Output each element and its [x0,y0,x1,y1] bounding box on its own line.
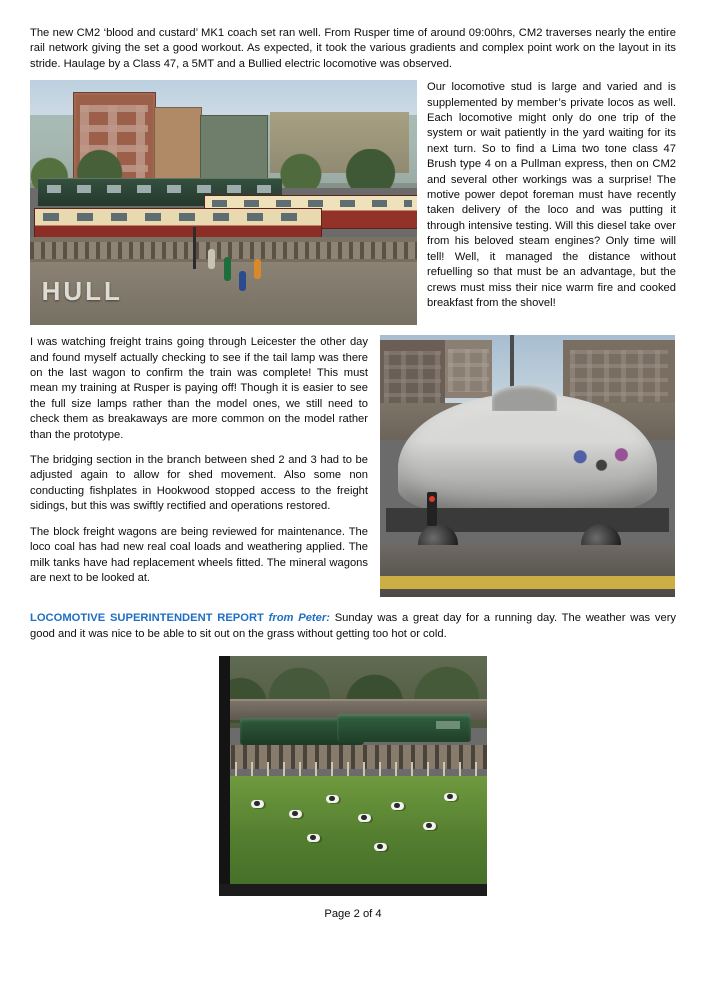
photo3-cow [444,793,457,801]
photo1-figure [224,257,231,281]
photo3-cow [307,834,320,842]
photo3-cow [423,822,436,830]
photo1-track [30,242,417,259]
report-body-text: Sunday was a great day for a running day. The weather was very good and it was nice to be able to sit out on the grass without getting too hot or cold. [30,612,677,640]
photo2-building [445,340,492,398]
photo3-cow [391,802,404,810]
freight-watching-paragraph: I was watching freight trains going through Leicester the other day and found myself actually checking to see if the tail lamp was there on the last wagon to confirm the train was complete! This must mean my training at Rusper is paying off! Though it is easier to see the full size lamps rather than the model ones, we still need to check them as breakaways are more common on the model rather than the prototype. [30,336,368,441]
bridging-paragraph: The bridging section in the branch between shed 2 and 3 had to be adjusted again to allow for shed movement. Also some non conducting fishplates in Hookwood stopped access to the freight sidings, but this was swiftly rectified and operations restored. [30,454,368,513]
photo-tank-wagon [380,335,675,597]
page-footer: Page 2 of 4 [324,908,382,921]
photo2-graffiti [566,440,637,482]
photo1-signal-post [193,227,196,269]
block-freight-paragraph: The block freight wagons are being reviewed for maintenance. The loco coal has had new real coal loads and weathering applied. The milk tanks have had replacement wheels fitted. The mineral wagons are next to be looked at. [30,525,368,584]
photo3-cow [374,843,387,851]
photo3-cow [289,810,302,818]
right-text-column [427,80,676,311]
left-text-column [30,335,368,596]
photo3-cow [251,800,264,808]
photo2-yellow-line [380,576,675,589]
report-heading-author: from Peter: [268,612,330,625]
photo2-wagon-hatch [492,385,557,411]
photo-model-station [30,80,417,325]
photo2-signal-lamp [427,492,437,526]
photo2-building [563,340,675,408]
content-block-middle [30,335,676,597]
report-heading-title: LOCOMOTIVE SUPERINTENDENT REPORT [30,612,264,625]
bottom-photo-container [30,656,676,896]
photo2-ground [380,545,675,597]
photo1-figure [239,271,246,291]
photo3-left-edge [219,656,230,896]
photo-diesel-locos-field [219,656,487,896]
intro-paragraph: The new CM2 ‘blood and custard’ MK1 coach set ran well. From Rusper time of around 09:00hrs, CM2 traverses nearly the entire rail network giving the set a good workout. As expected, it took the various gradients and complex point work on the layout in its stride. Haulage by a Class 47, a 5MT and a Bullied electric locomotive was observed. [30,27,676,70]
photo3-bottom-edge [219,884,487,896]
content-block-top [30,80,676,325]
loco-stud-paragraph: Our locomotive stud is large and varied and is supplemented by member’s private locos as well. Each locomotive might only do one trip of the system or wait patiently in the yard waiting for its next turn. So to find a Lima two tone class 47 Brush type 4 on a Pullman express, then on CM2 and several other workings was a surprise! The motive power depot foreman must have recently taken delivery of the loco and was putting it through intensive testing. Will this diesel take over from his beloved steam engines? Only time will tell! Well, it managed the distance without refuelling so that must be an advantage, but the crews must miss their nice warm fire and cooked breakfast from the shovel! [427,81,676,309]
locomotive-superintendent-report [30,611,676,642]
photo1-hull-lettering: HULL [41,276,123,307]
photo3-locomotive-front [337,714,471,743]
photo1-figure [254,259,261,279]
photo3-cow [326,795,339,803]
photo1-figure [208,249,215,269]
